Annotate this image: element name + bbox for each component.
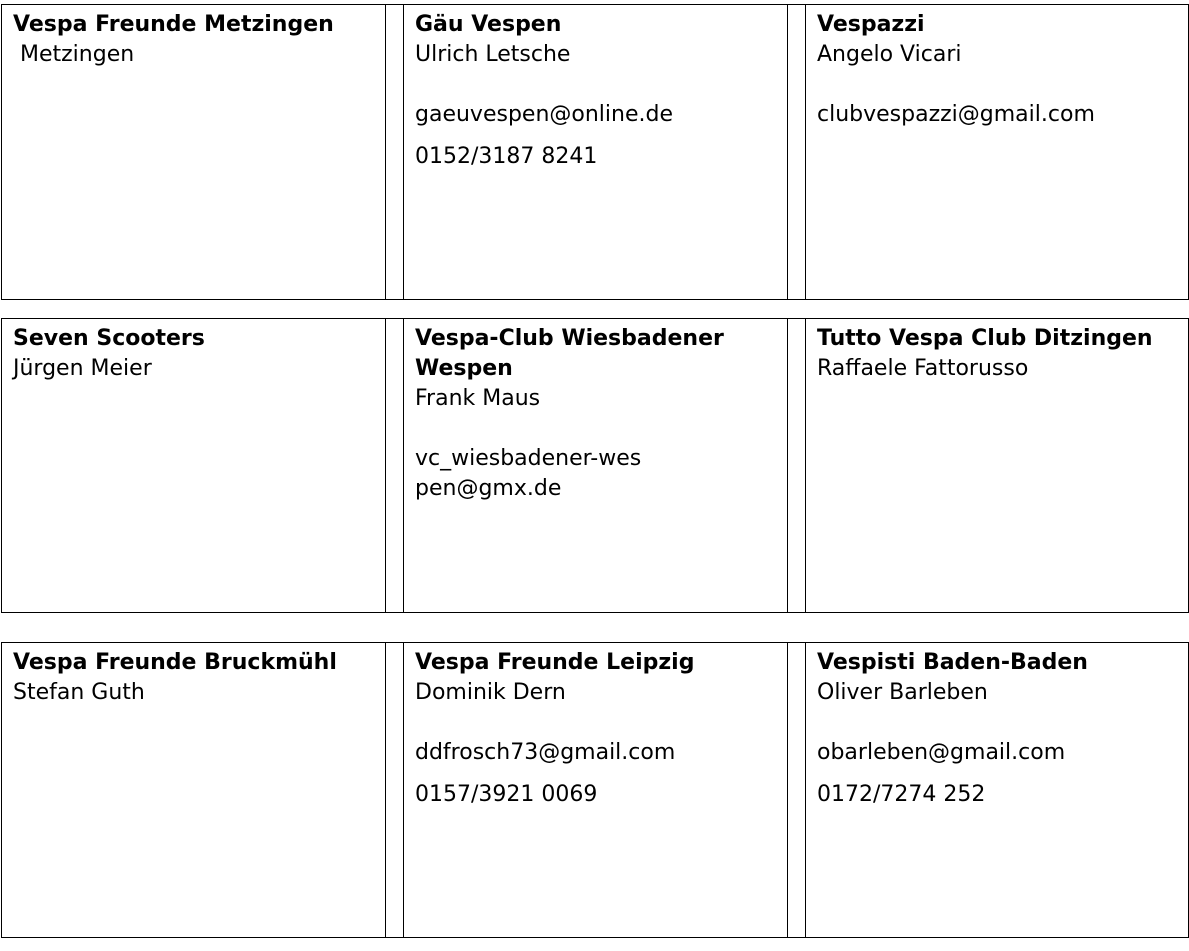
contact-person: Metzingen <box>13 42 135 67</box>
contact-person: Dominik Dern <box>415 680 566 705</box>
spacer-cell <box>788 319 806 613</box>
email-text: ddfrosch73@gmail.com <box>415 740 676 765</box>
phone-text: 0172/7274 252 <box>817 782 986 807</box>
email-text: gaeuvespen@online.de <box>415 102 673 127</box>
club-table-row-1 <box>1 4 1189 300</box>
club-cell <box>404 643 788 938</box>
club-cell <box>2 319 386 613</box>
club-name: Vespa-Club Wiesbadener Wespen <box>415 326 724 381</box>
club-name: Vespa Freunde Bruckmühl <box>13 650 337 675</box>
club-cell <box>806 5 1189 300</box>
club-cell <box>806 319 1189 613</box>
contact-person: Jürgen Meier <box>13 356 152 381</box>
phone-text: 0157/3921 0069 <box>415 782 598 807</box>
spacer-cell <box>386 5 404 300</box>
club-cell <box>2 643 386 938</box>
spacer-cell <box>386 319 404 613</box>
club-cell <box>2 5 386 300</box>
club-cell <box>404 319 788 613</box>
contact-person: Ulrich Letsche <box>415 42 571 67</box>
club-name: Vespazzi <box>817 12 925 37</box>
contact-person: Frank Maus <box>415 386 541 411</box>
contact-person: Raffaele Fattorusso <box>817 356 1029 381</box>
spacer-cell <box>788 5 806 300</box>
spacer-cell <box>386 643 404 938</box>
club-name: Tutto Vespa Club Ditzingen <box>817 326 1153 351</box>
club-table-row-3 <box>1 642 1189 938</box>
contact-person: Stefan Guth <box>13 680 145 705</box>
club-cell <box>806 643 1189 938</box>
email-text: clubvespazzi@gmail.com <box>817 102 1095 127</box>
email-text: vc_wiesbadener-wespen@gmx.de <box>415 446 642 501</box>
club-name: Vespa Freunde Leipzig <box>415 650 695 675</box>
club-name: Vespisti Baden-Baden <box>817 650 1088 675</box>
club-cell <box>404 5 788 300</box>
club-name: Vespa Freunde Metzingen <box>13 12 334 37</box>
contact-person: Angelo Vicari <box>817 42 962 67</box>
club-table-row-2 <box>1 318 1189 613</box>
spacer-cell <box>788 643 806 938</box>
phone-text: 0152/3187 8241 <box>415 144 598 169</box>
club-name: Seven Scooters <box>13 326 205 351</box>
club-name: Gäu Vespen <box>415 12 562 37</box>
contact-person: Oliver Barleben <box>817 680 988 705</box>
email-text: obarleben@gmail.com <box>817 740 1066 765</box>
